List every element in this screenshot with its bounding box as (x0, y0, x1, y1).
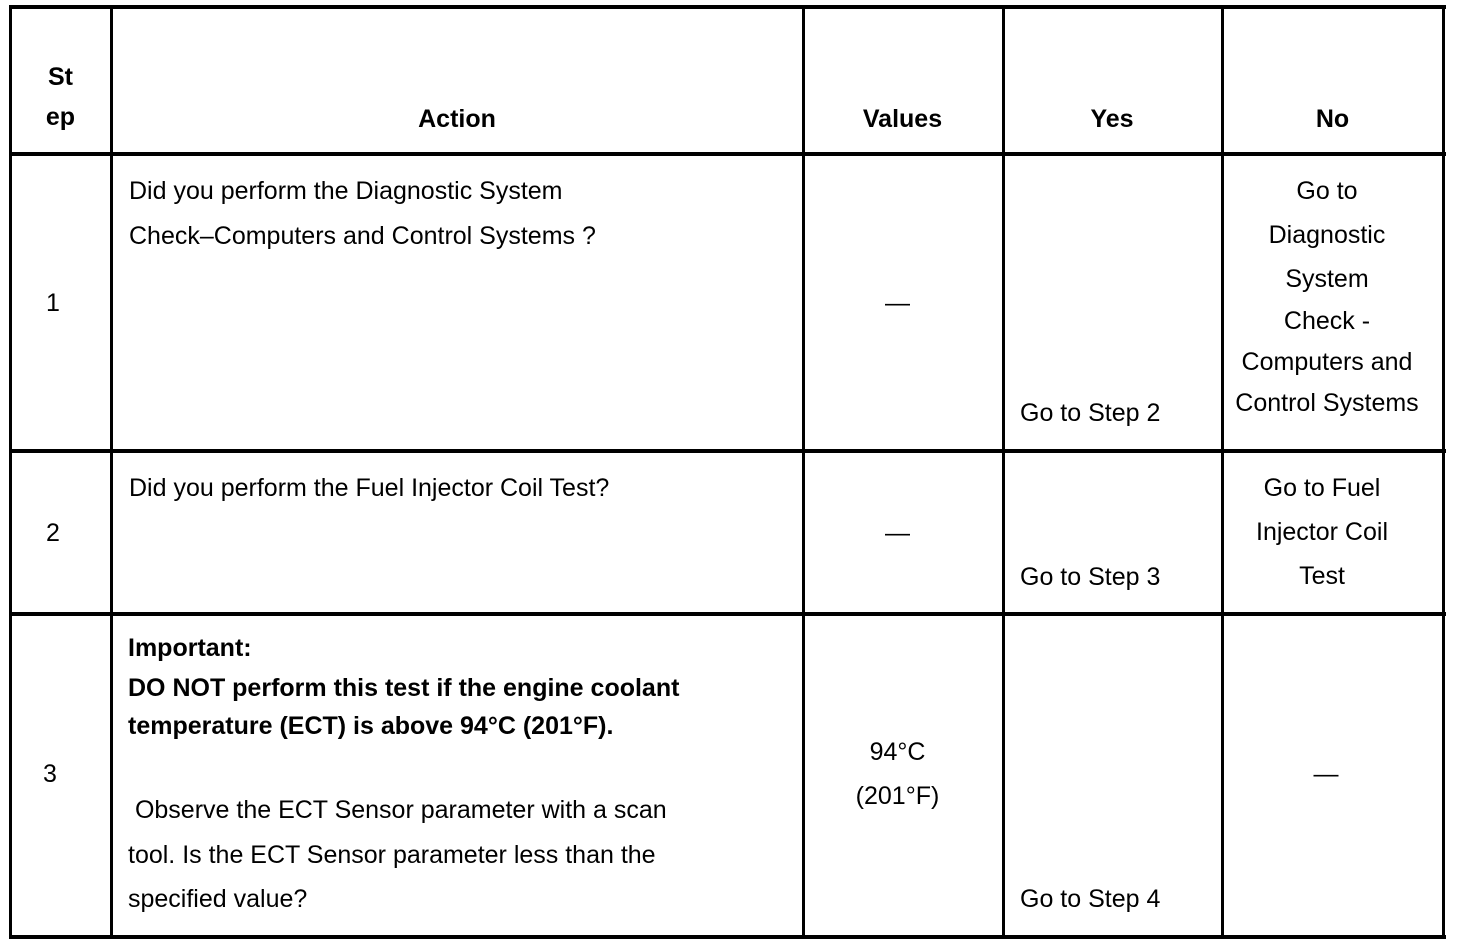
table-border-right (1442, 5, 1445, 939)
row-1-no-line: Control Systems (1235, 389, 1419, 417)
row-3-important-line: temperature (ECT) is above 94°C (201°F). (128, 712, 614, 740)
row-1-no-line: Check - (1283, 307, 1371, 335)
header-yes: Yes (1090, 105, 1134, 133)
row-3-no: — (1313, 760, 1339, 788)
row-1-value: — (885, 289, 910, 317)
row-3-action-line: tool. Is the ECT Sensor parameter less than the (128, 841, 656, 869)
row-1-no (1224, 169, 1430, 424)
header-values: Values (862, 105, 943, 133)
row-2-no-line: Go to Fuel (1263, 474, 1381, 502)
header-step-line: ep (45, 103, 76, 131)
row-3-value-line: 94°C (869, 738, 926, 766)
row-divider (9, 612, 1446, 616)
header-step (13, 57, 108, 137)
row-1-yes: Go to Step 2 (1020, 399, 1161, 427)
row-2-action-line: Did you perform the Fuel Injector Coil Test? (129, 474, 610, 502)
row-3-action-line: Observe the ECT Sensor parameter with a scan (128, 796, 667, 824)
row-1-no-line: Go to (1296, 177, 1358, 205)
row-2-value: — (885, 519, 910, 547)
row-1-no-line: System (1285, 265, 1369, 293)
table-border-top (9, 5, 1446, 9)
header-divider (9, 152, 1446, 156)
header-action: Action (418, 105, 496, 133)
row-3-important-label: Important: (128, 634, 252, 662)
column-divider (110, 5, 113, 939)
header-step-line: St (48, 63, 73, 91)
row-3-value-line: (201°F) (855, 782, 940, 810)
row-2-yes: Go to Step 3 (1020, 563, 1161, 591)
row-3-action-line: specified value? (128, 885, 308, 913)
row-2-no-line: Test (1299, 562, 1345, 590)
row-3-important-line: DO NOT perform this test if the engine coolant (128, 674, 680, 702)
row-1-step: 1 (46, 289, 60, 317)
row-2-no-line: Injector Coil (1256, 518, 1388, 546)
column-divider (1002, 5, 1005, 939)
row-3-yes: Go to Step 4 (1020, 885, 1161, 913)
row-1-no-line: Computers and (1241, 348, 1413, 376)
row-3-value (805, 730, 990, 818)
table-border-bottom (9, 935, 1446, 939)
table-border-left (9, 5, 12, 939)
row-2-no (1224, 466, 1420, 598)
row-1-action-line: Did you perform the Diagnostic System (129, 177, 563, 205)
row-3-step: 3 (43, 760, 57, 788)
row-1-action-line: Check–Computers and Control Systems ? (129, 222, 596, 250)
row-divider (9, 449, 1446, 453)
row-1-no-line: Diagnostic (1268, 221, 1386, 249)
header-no: No (1315, 105, 1350, 133)
row-2-step: 2 (46, 519, 60, 547)
